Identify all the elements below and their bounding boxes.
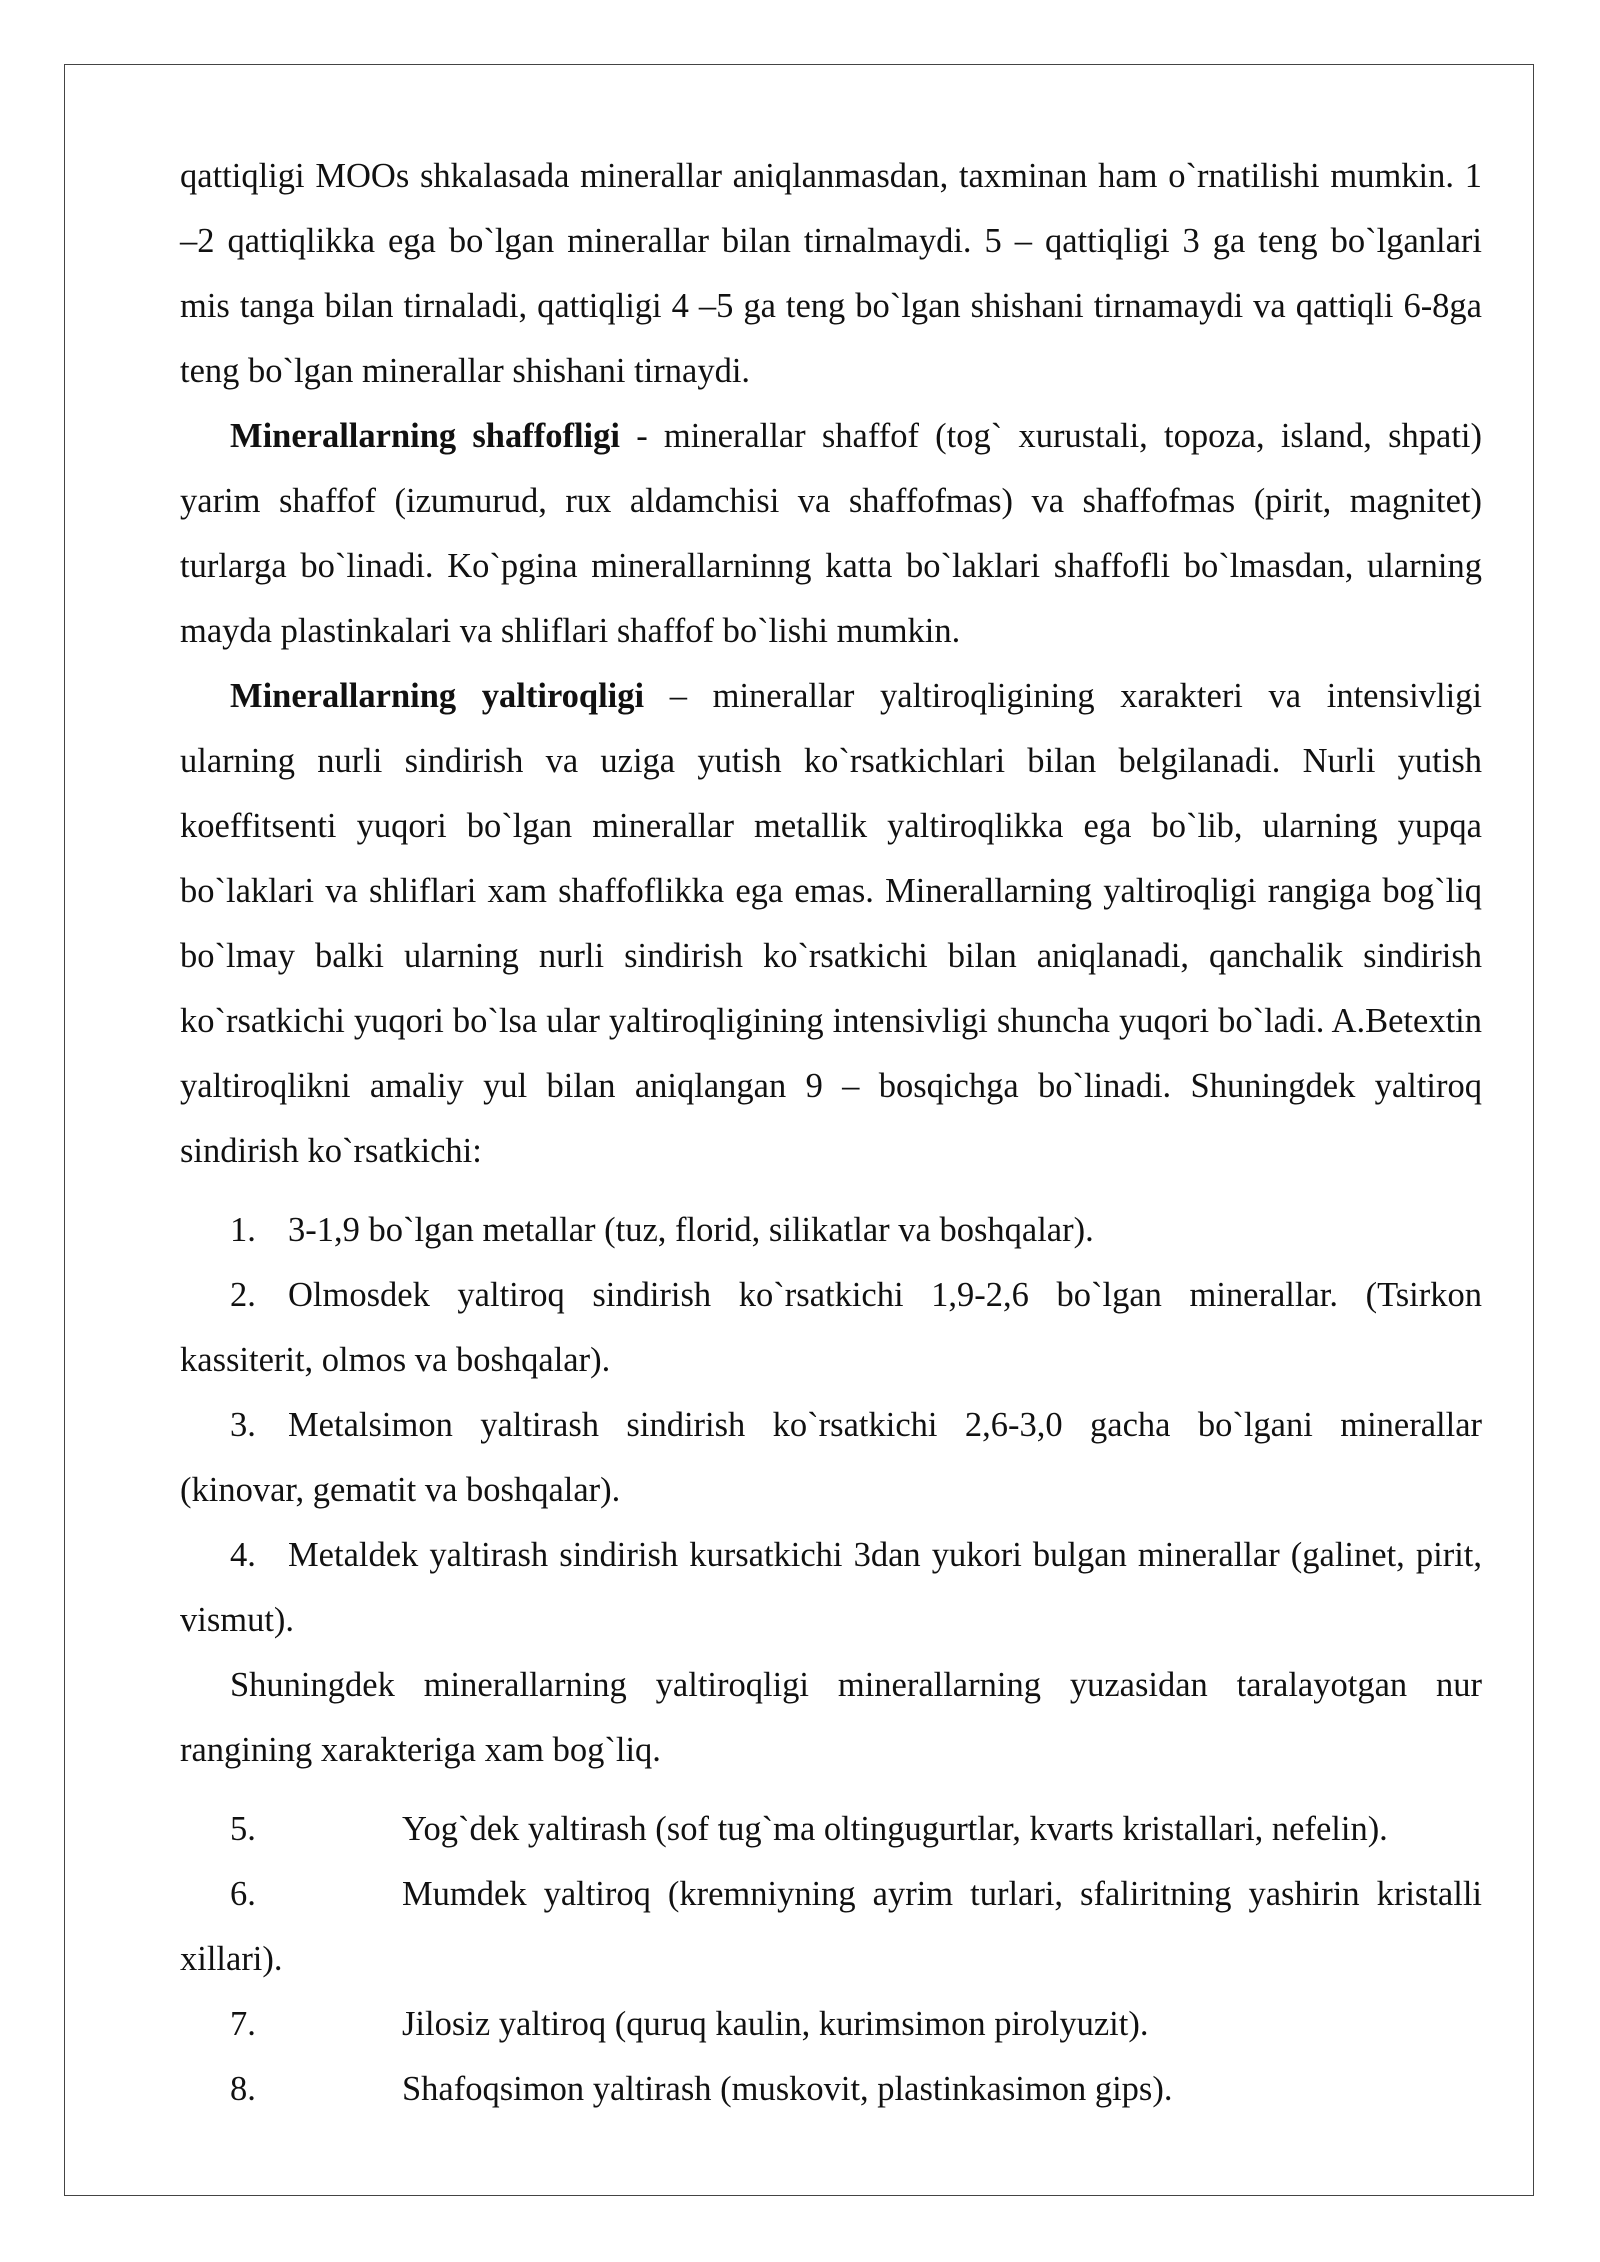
list-number: 4. [230, 1536, 256, 1574]
list-text: Metalsimon yaltirash sindirish ko`rsatkichi 2,6-3,0 gacha bo`lgani minerallar (kinovar, gematit va boshqalar). [180, 1406, 1482, 1509]
heading-transparency: Minerallarning shaffofligi [230, 417, 620, 455]
list-number: 1. [230, 1211, 256, 1249]
list-number: 7. [230, 2005, 256, 2043]
list-text: Yog`dek yaltirash (sof tug`ma oltingugurtlar, kvarts kristallari, nefelin). [402, 1810, 1388, 1848]
list-text: 3-1,9 bo`lgan metallar (tuz, florid, silikatlar va boshqalar). [288, 1211, 1094, 1249]
list-item [180, 1862, 1482, 1992]
paragraph-luster [180, 664, 1482, 1184]
paragraph-transparency-text: - minerallar shaffof (tog` xurustali, topoza, island, shpati) yarim shaffof (izumurud, rux aldamchisi va shaffofmas) va shaffofmas (pirit, magnitet) turlarga bo`linadi. Ko`pgina minerallarninng katta bo`laklari shaffofli bo`lmasdan, ularning mayda plastinkalari va shliflari shaffof bo`lishi mumkin. [180, 417, 1482, 650]
paragraph-hardness: qattiqligi MOOs shkalasada minerallar aniqlanmasdan, taxminan ham o`rnatilishi mumkin. 1 –2 qattiqlikka ega bo`lgan minerallar bilan tirnalmaydi. 5 – qattiqligi 3 ga teng bo`lganlari mis tanga bilan tirnaladi, qattiqligi 4 –5 ga teng bo`lgan shishani tirnamaydi va qattiqli 6-8ga teng bo`lgan minerallar shishani tirnaydi. [180, 157, 1482, 390]
list-item [180, 2057, 1482, 2122]
list-number: 3. [230, 1406, 256, 1444]
list-item [180, 1797, 1482, 1862]
list-number: 6. [230, 1875, 256, 1913]
list-item [180, 1992, 1482, 2057]
list-text: Shafoqsimon yaltirash (muskovit, plastinkasimon gips). [402, 2070, 1173, 2108]
luster-list-second [180, 1797, 1482, 2122]
paragraph-surface-luster: Shuningdek minerallarning yaltiroqligi minerallarning yuzasidan taralayotgan nur rangining xarakteriga xam bog`liq. [180, 1666, 1482, 1769]
list-text: Metaldek yaltirash sindirish kursatkichi 3dan yukori bulgan minerallar (galinet, pirit, vismut). [180, 1536, 1482, 1639]
heading-luster: Minerallarning yaltiroqligi [230, 677, 645, 715]
list-item [180, 1393, 1482, 1523]
paragraph-luster-text: – minerallar yaltiroqligining xarakteri va intensivligi ularning nurli sindirish va uziga yutish ko`rsatkichlari bilan belgilanadi. Nurli yutish koeffitsenti yuqori bo`lgan minerallar metallik yaltiroqlikka ega bo`lib, ularning yupqa bo`laklari va shliflari xam shaffoflikka ega emas. Minerallarning yaltiroqligi rangiga bog`liq bo`lmay balki ularning nurli sindirish ko`rsatkichi bilan aniqlanadi, qanchalik sindirish ko`rsatkichi yuqori bo`lsa ular yaltiroqligining intensivligi shuncha yuqori bo`ladi. A.Betextin yaltiroqlikni amaliy yul bilan aniqlangan 9 – bosqichga bo`linadi. Shuningdek yaltiroq sindirish ko`rsatkichi: [180, 677, 1482, 1170]
list-item [180, 1523, 1482, 1653]
list-text: Mumdek yaltiroq (kremniyning ayrim turlari, sfaliritning yashirin kristalli xillari). [180, 1875, 1482, 1978]
document-body [180, 144, 1482, 2122]
list-text: Jilosiz yaltiroq (quruq kaulin, kurimsimon pirolyuzit). [402, 2005, 1149, 2043]
luster-list-first [180, 1198, 1482, 1653]
paragraph-transparency [180, 404, 1482, 664]
list-item [180, 1263, 1482, 1393]
list-number: 8. [230, 2070, 256, 2108]
list-text: Olmosdek yaltiroq sindirish ko`rsatkichi 1,9-2,6 bo`lgan minerallar. (Tsirkon kassiterit, olmos va boshqalar). [180, 1276, 1482, 1379]
list-item [180, 1198, 1482, 1263]
list-number: 5. [230, 1810, 256, 1848]
list-number: 2. [230, 1276, 256, 1314]
